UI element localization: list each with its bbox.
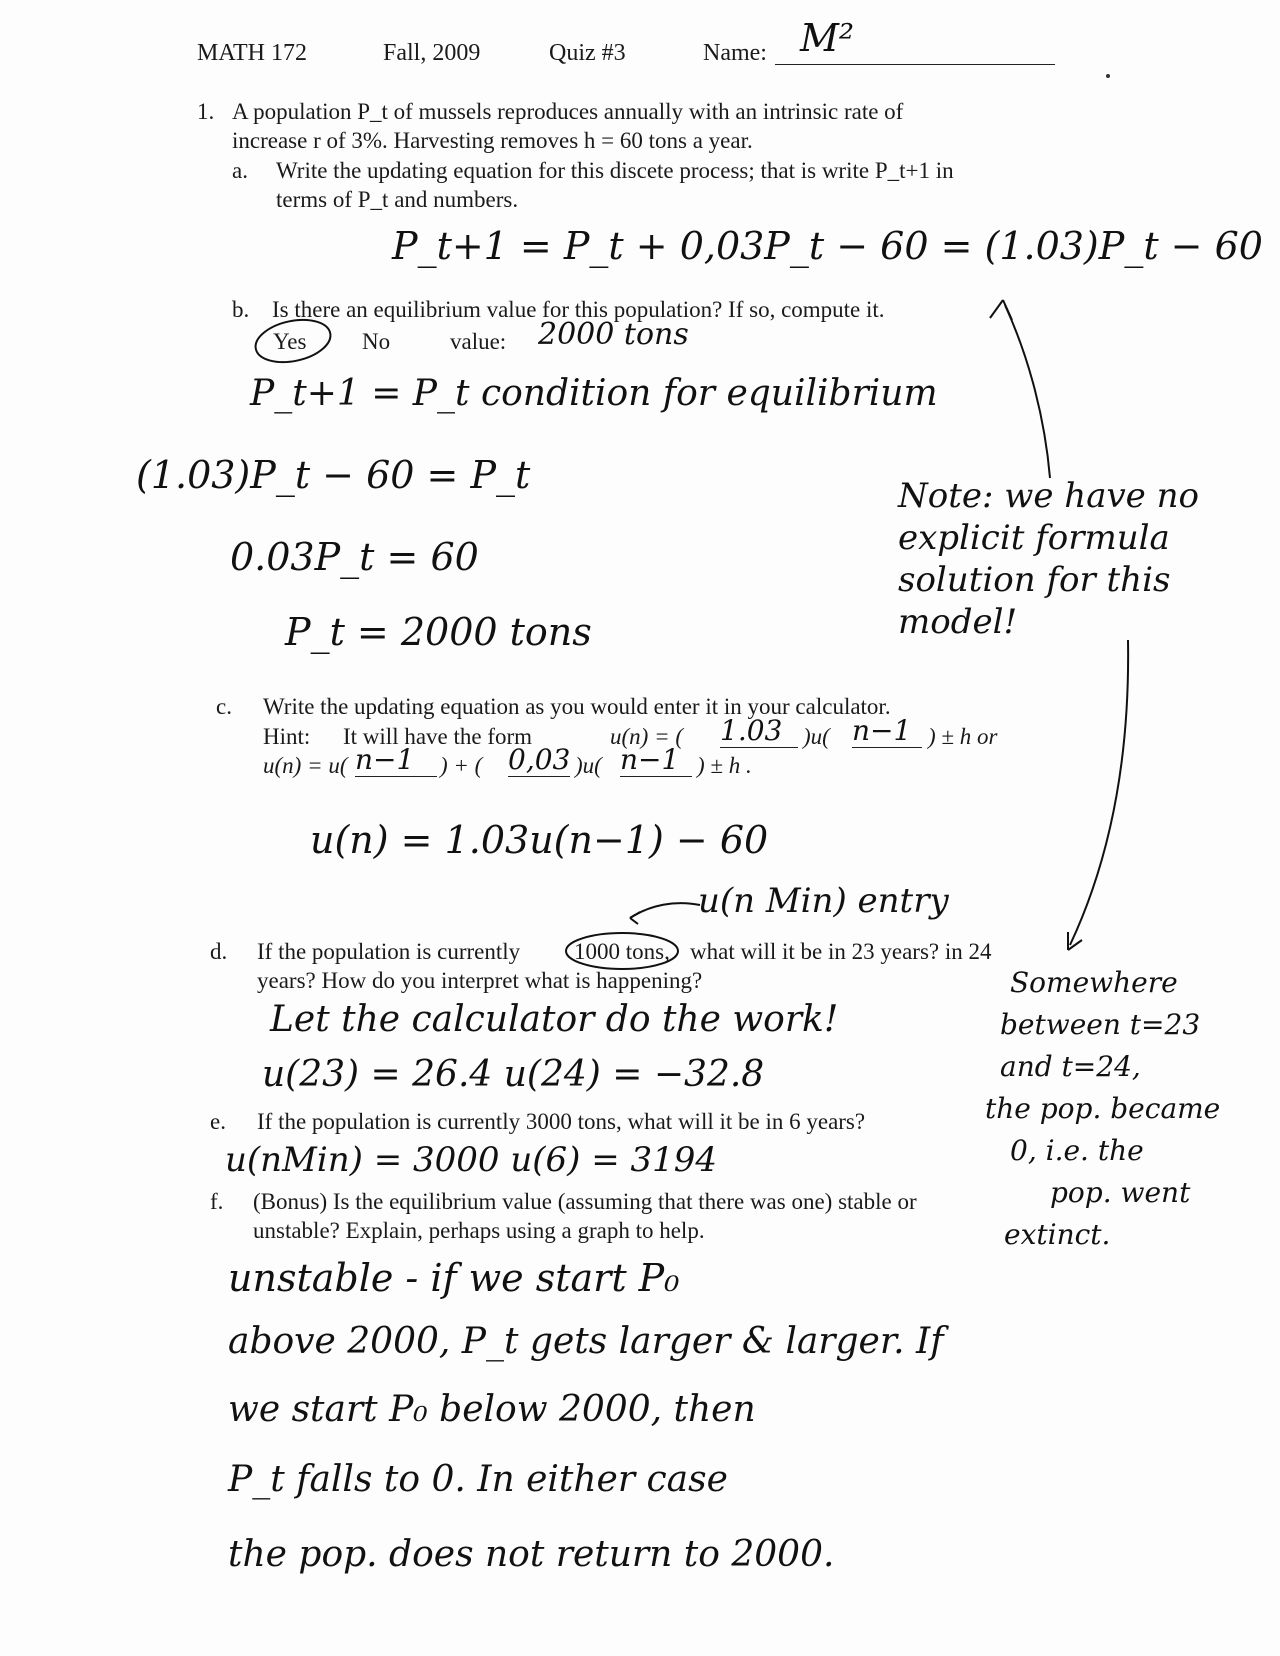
part-f-letter: f. [210,1189,224,1214]
part-c-letter: c. [216,694,232,719]
question-stem-line1: A population P_t of mussels reproduces annually with an intrinsic rate of [232,99,904,124]
part-c-blank5: n−1 [620,745,692,777]
part-b-value-label: value: [450,329,507,354]
part-b-letter: b. [232,297,250,322]
stray-dot [1106,74,1110,78]
yes-circle [252,314,335,369]
side-note-line3: and t=24, [1000,1050,1141,1083]
part-f-line1: (Bonus) Is the equilibrium value (assuming that there was one) stable or [253,1189,917,1214]
margin-note-line2: explicit formula [898,518,1170,558]
part-a-line1: Write the updating equation for this discete process; that is write P_t+1 in [276,158,954,183]
part-e-work: u(nMin) = 3000 u(6) = 3194 [225,1140,718,1180]
side-note-line7: extinct. [1004,1218,1111,1251]
side-note-line4: the pop. became [985,1092,1221,1125]
part-c-answer: u(n) = 1.03u(n−1) − 60 [310,818,769,862]
part-c-hint-form-a: u(n) = ( [610,724,683,749]
part-f-answer-line5: the pop. does not return to 2000. [228,1534,835,1575]
part-c-hint-form-c: ) ± h or [928,724,998,749]
part-d-line1-a: If the population is currently [257,939,521,964]
margin-note-line3: solution for this [898,560,1171,600]
entry-arrow-head [630,912,640,924]
name-value: M² [800,16,855,60]
part-c-hint-form-b: )u( [803,724,830,749]
quiz-label: Quiz #3 [549,40,626,66]
part-d-work1: Let the calculator do the work! [270,999,839,1040]
part-e-line1: If the population is currently 3000 tons, what will it be in 6 years? [257,1109,866,1134]
part-b-question: Is there an equilibrium value for this population? If so, compute it. [272,297,885,322]
part-c-line3-d: ) ± h . [697,753,752,778]
part-c-blank4: 0,03 [508,743,571,776]
note-arrow-up [1005,305,1050,478]
part-f-line2: unstable? Explain, perhaps using a graph to help. [253,1218,705,1243]
part-c-blank2: n−1 [852,716,922,748]
course-label: MATH 172 [197,40,308,66]
part-c-annotation: u(n Min) entry [698,881,949,921]
side-note-line1: Somewhere [1010,966,1178,999]
1000-tons-circle [566,933,678,969]
note-arrow-up-head [990,300,1012,320]
part-b-work2: (1.03)P_t − 60 = P_t [136,453,531,497]
part-c-line3-a: u(n) = u( [263,753,348,778]
part-b-work1: P_t+1 = P_t condition for equilibrium [250,373,938,414]
part-a-letter: a. [232,158,248,183]
side-note-line2: between t=23 [1000,1008,1201,1041]
part-b-work3: 0.03P_t = 60 [230,535,479,579]
part-d-work2: u(23) = 26.4 u(24) = −32.8 [262,1054,765,1095]
margin-note-line1: Note: we have no [898,476,1199,516]
part-c-blank3: n−1 [355,745,437,777]
part-f-answer-line4: P_t falls to 0. In either case [228,1459,728,1500]
part-c-hint-label: Hint: [263,724,311,749]
part-c-line3-b: ) + ( [440,753,483,778]
question-stem-line2: increase r of 3%. Harvesting removes h = 60 tons a year. [232,128,753,153]
part-a-answer: P_t+1 = P_t + 0,03P_t − 60 = (1.03)P_t − 60 [392,224,1263,268]
part-b-value-answer: 2000 tons [538,317,689,352]
part-c-line1: Write the updating equation as you would enter it in your calculator. [263,694,891,719]
name-label: Name: [703,40,767,66]
part-f-answer-line2: above 2000, P_t gets larger & larger. If [228,1321,944,1362]
part-f-answer-line3: we start P₀ below 2000, then [228,1389,756,1430]
part-b-work4: P_t = 2000 tons [285,610,592,654]
part-d-letter: d. [210,939,228,964]
part-d-line1-circled: 1000 tons, [574,939,670,964]
question-number: 1. [197,99,215,124]
note-arrow-down [1070,640,1128,945]
part-f-answer-line1: unstable - if we start P₀ [228,1256,680,1300]
entry-arrow [630,903,700,918]
part-b-no: No [362,329,391,354]
part-d-line1-b: what will it be in 23 years? in 24 [690,939,992,964]
part-c-hint-text: It will have the form [343,724,533,749]
part-a-line2: terms of P_t and numbers. [276,187,519,212]
side-note-line5: 0, i.e. the [1010,1134,1144,1167]
part-c-blank1: 1.03 [720,716,798,748]
part-c-line3-c: )u( [575,753,602,778]
part-e-letter: e. [210,1109,226,1134]
margin-note-line4: model! [898,602,1018,642]
side-note-line6: pop. went [1050,1176,1191,1209]
term-label: Fall, 2009 [383,40,481,66]
part-b-yes: Yes [273,329,307,354]
part-d-line2: years? How do you interpret what is happening? [257,968,703,993]
